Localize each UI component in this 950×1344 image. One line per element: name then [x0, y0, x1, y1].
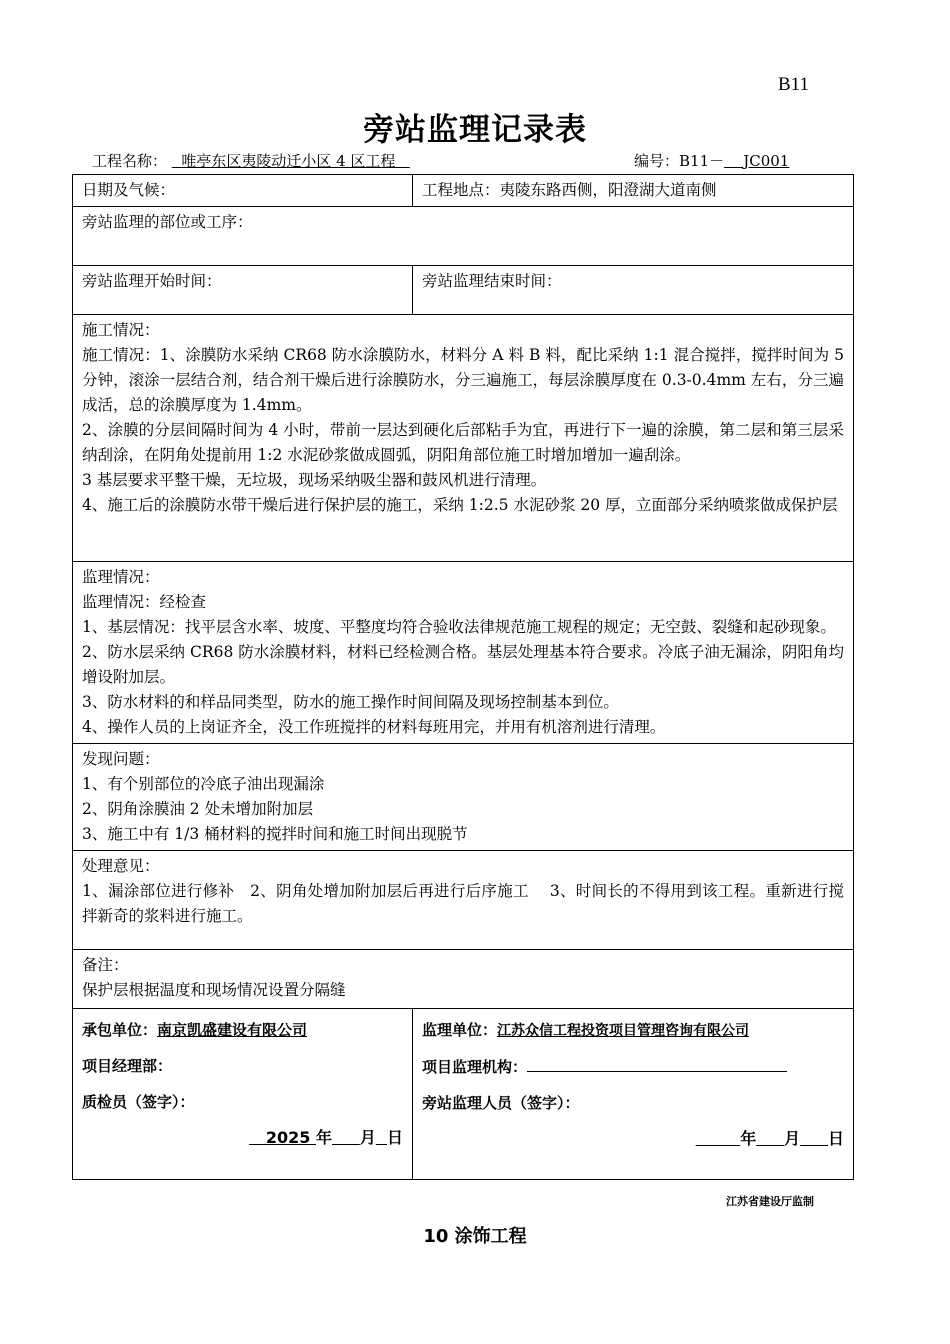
page-title: 旁站监理记录表 [363, 112, 587, 148]
record-table [72, 174, 854, 1180]
problem-item: 3、施工中有 1/3 桶材料的搅拌时间和施工时间出现脱节 [82, 825, 468, 843]
remarks-para: 保护层根据温度和现场情况设置分隔缝 [82, 981, 346, 999]
problems-heading: 发现问题： [82, 750, 160, 768]
construction-para: 2、涂膜的分层间隔时间为 4 小时，带前一层达到硬化后部粘手为宜，再进行下一遍的涂膜，第二层和第三层采纳刮涂，在阴角处提前用 1:2 水泥砂浆做成圆弧，阴阳角部位施工时增加增加一遍刮涂。 [82, 421, 844, 464]
supervisor-sign-block [413, 1009, 854, 1180]
contractor-unit-label: 承包单位： [82, 1021, 158, 1039]
supervision-org-blank [527, 1057, 787, 1072]
site-location-cell: 工程地点：夷陵东路西侧，阳澄湖大道南侧 [413, 175, 854, 207]
end-time-cell: 旁站监理结束时间： [413, 266, 854, 315]
contractor-unit-row [82, 1012, 403, 1048]
contractor-year: 2025 [265, 1128, 311, 1147]
contractor-unit-value: 南京凯盛建设有限公司 [157, 1021, 308, 1039]
contractor-sign-block [73, 1009, 413, 1180]
supervision-para: 监理情况：经检查 [82, 593, 207, 611]
project-name-label: 工程名称： [92, 152, 168, 170]
remarks-section [73, 950, 854, 1009]
form-number-label: 编号：B11－ [634, 152, 725, 170]
problems-section [73, 744, 854, 851]
construction-para: 施工情况：1、涂膜防水采纳 CR68 防水涂膜防水，材料分 A 料 B 料，配比采纳 1:1 混合搅拌，搅拌时间为 5 分钟，滚涂一层结合剂，结合剂干燥后进行涂膜防水，分三遍施工，每层涂膜厚度在 0.3-0.4mm 左右，分三遍成活，总的涂膜厚度为 1.4mm。 [82, 346, 844, 414]
supervision-para: 3、防水材料的和样品同类型，防水的施工操作时间间隔及现场控制基本到位。 [82, 693, 619, 711]
remarks-heading: 备注： [82, 956, 129, 974]
date-weather-cell: 日期及气候： [73, 175, 413, 207]
construction-para: 3 基层要求平整干燥，无垃圾，现场采纳吸尘器和鼓风机进行清理。 [82, 471, 547, 489]
handling-para: 1、漏涂部位进行修补 2、阴角处增加附加层后再进行后序施工 3、时间长的不得用到该工程。重新进行搅拌新奇的浆料进行施工。 [82, 882, 844, 925]
problem-item: 1、有个别部位的冷底子油出现漏涂 [82, 775, 325, 793]
form-number-row [634, 150, 789, 171]
supervised-part-cell: 旁站监理的部位或工序： [73, 207, 854, 266]
construction-para: 4、施工后的涂膜防水带干燥后进行保护层的施工，采纳 1:2.5 水泥砂浆 20 厚，立面部分采纳喷浆做成保护层 [82, 496, 838, 514]
handling-section [73, 851, 854, 950]
handling-heading: 处理意见： [82, 857, 160, 875]
project-name-value: 唯亭东区夷陵动迁小区 4 区工程 [181, 152, 396, 170]
supervisor-date: 年 月 日 [740, 1129, 844, 1148]
start-time-cell: 旁站监理开始时间： [73, 266, 413, 315]
supervision-heading: 监理情况： [82, 568, 160, 586]
contractor-date: 2025 年 月 日 [82, 1120, 403, 1156]
issuer-note: 江苏省建设厅监制 [726, 1195, 814, 1208]
supervision-para: 4、操作人员的上岗证齐全，没工作班搅拌的材料每班用完，并用有机溶剂进行清理。 [82, 718, 666, 736]
form-code: B11 [778, 74, 809, 95]
problem-item: 2、阴角涂膜油 2 处未增加附加层 [82, 800, 314, 818]
supervision-para: 1、基层情况：找平层含水率、坡度、平整度均符合验收法律规范施工规程的规定；无空鼓、裂缝和起砂现象。 [82, 618, 836, 636]
supervision-para: 2、防水层采纳 CR68 防水涂膜材料，材料已经检测合格。基层处理基本符合要求。冷底子油无漏涂，阴阳角均增设附加层。 [82, 643, 844, 686]
form-number-value: JC001 [743, 152, 790, 170]
on-site-supervisor-row: 旁站监理人员（签字）： [422, 1094, 580, 1112]
supervision-section [73, 562, 854, 744]
project-name-row [92, 150, 410, 171]
construction-heading: 施工情况： [82, 321, 160, 339]
supervision-org-row: 项目监理机构： [422, 1049, 844, 1085]
supervisor-unit-value: 江苏众信工程投资项目管理咨询有限公司 [497, 1023, 750, 1039]
section-footer: 10 涂饰工程 [423, 1226, 527, 1247]
supervisor-unit-label: 监理单位： [422, 1021, 498, 1039]
quality-inspector-row: 质检员（签字）： [82, 1093, 195, 1111]
construction-section [73, 315, 854, 562]
supervisor-unit-row [422, 1012, 844, 1049]
project-manager-row: 项目经理部： [82, 1057, 173, 1075]
